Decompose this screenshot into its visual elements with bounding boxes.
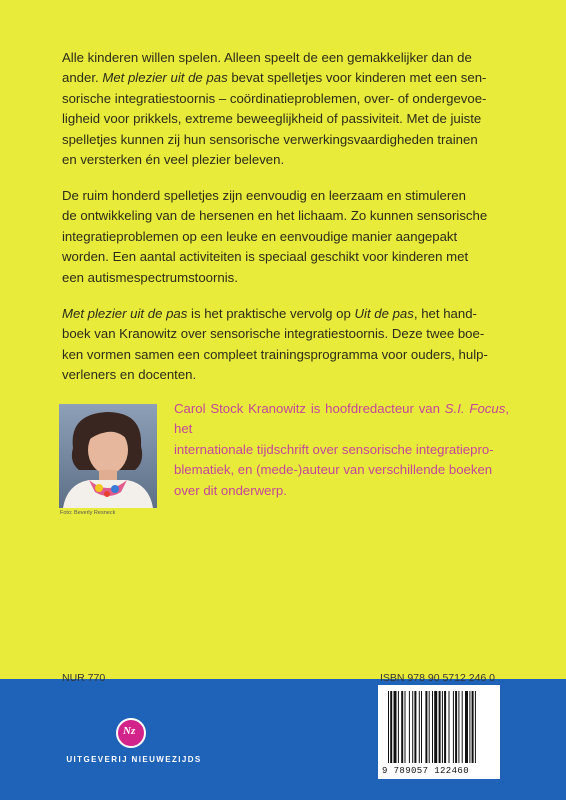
text-line: ander. bbox=[62, 70, 103, 86]
text-line: bevat spelletjes voor kinderen met een sen- bbox=[227, 70, 487, 86]
text-line: spelletjes kunnen zij hun sensorische verwerkingsvaardigheden trainen bbox=[62, 131, 478, 147]
text-line: De ruim honderd spelletjes zijn eenvoudig en leerzaam en stimuleren bbox=[62, 188, 466, 203]
text-line: integratieproblemen op een leuke en eenvoudige manier aangepakt bbox=[62, 228, 458, 244]
text-line: ken vormen samen een compleet trainingsprogramma voor ouders, hulp- bbox=[62, 346, 488, 362]
author-bio bbox=[174, 399, 509, 501]
magazine-title: S.I. Focus bbox=[444, 401, 506, 416]
publisher-logo-text: Nz bbox=[123, 725, 136, 737]
text-line: over dit onderwerp. bbox=[174, 482, 287, 498]
text-line: worden. Een aantal activiteiten is speciaal geschikt voor kinderen met bbox=[62, 249, 469, 265]
nur-code: NUR 770 bbox=[62, 672, 106, 684]
intro-paragraph bbox=[62, 48, 508, 170]
sequel-paragraph bbox=[62, 304, 508, 386]
text-line: blematiek, en (mede-)auteur van verschillende boeken bbox=[174, 462, 493, 478]
text-line: een autismespectrumstoornis. bbox=[62, 269, 238, 285]
photo-credit: Foto: Beverly Resneck bbox=[60, 510, 116, 516]
barcode bbox=[378, 685, 500, 779]
text-line: , het hand- bbox=[413, 306, 477, 321]
description-paragraph bbox=[62, 186, 508, 288]
text-line: en versterken én veel plezier beleven. bbox=[62, 152, 285, 168]
author-photo bbox=[59, 404, 157, 508]
text-line: Carol Stock Kranowitz is hoofdredacteur van bbox=[174, 401, 445, 416]
text-line: internationale tijdschrift over sensorische integratiepro- bbox=[174, 441, 494, 457]
text-line: Alle kinderen willen spelen. Alleen speelt de een gemakkelijker dan de bbox=[62, 50, 472, 65]
book-title: Met plezier uit de pas bbox=[102, 70, 228, 86]
text-line: sorische integratiestoornis – coördinatieproblemen, over- of ondergevoe- bbox=[62, 90, 487, 106]
text-line: , het bbox=[174, 401, 509, 437]
isbn: ISBN 978 90 5712 246 0 bbox=[380, 672, 496, 684]
barcode-number: 9 789057 122460 bbox=[382, 766, 470, 776]
text-line: ligheid voor prikkels, extreme beweeglijkheid of passiviteit. Met de juiste bbox=[62, 111, 482, 127]
text-line: de ontwikkeling van de hersenen en het lichaam. Zo kunnen sensorische bbox=[62, 208, 488, 224]
text-line: boek van Kranowitz over sensorische integratiestoornis. Deze twee boe- bbox=[62, 326, 485, 342]
text-line: is het praktische vervolg op bbox=[187, 306, 355, 321]
book-title: Met plezier uit de pas bbox=[62, 306, 188, 321]
text-line: verleners en docenten. bbox=[62, 367, 197, 383]
book-title: Uit de pas bbox=[354, 306, 414, 321]
publisher-name: UITGEVERIJ NIEUWEZIJDS bbox=[66, 755, 202, 764]
